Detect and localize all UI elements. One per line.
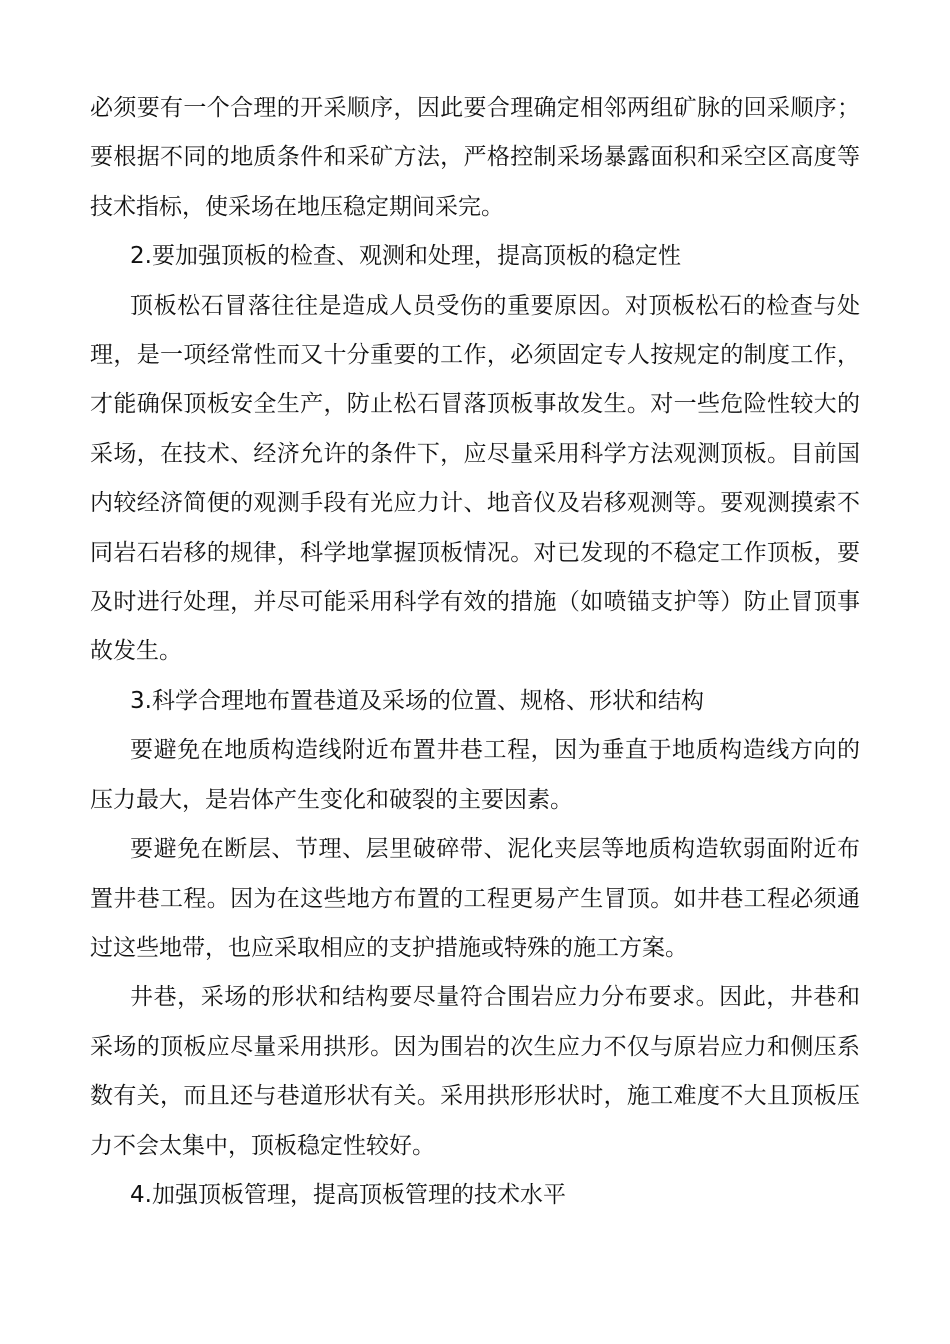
paragraph-continuation: 必须要有一个合理的开采顺序，因此要合理确定相邻两组矿脉的回采顺序；要根据不同的地质条件和采矿方法，严格控制采场暴露面积和采空区高度等技术指标，使采场在地压稳定期间采完。 <box>90 95 860 220</box>
paragraph-weak-planes: 要避免在断层、节理、层里破碎带、泥化夹层等地质构造软弱面附近布置井巷工程。因为在这些地方布置的工程更易产生冒顶。如井巷工程必须通过这些地带，也应采取相应的支护措施或特殊的施工方案。 <box>90 836 860 961</box>
paragraph-structure-lines: 要避免在地质构造线附近布置井巷工程，因为垂直于地质构造线方向的压力最大，是岩体产生变化和破裂的主要因素。 <box>90 737 860 813</box>
body-text <box>90 84 860 1220</box>
paragraph-roof-inspection: 顶板松石冒落往往是造成人员受伤的重要原因。对顶板松石的检查与处理，是一项经常性而又十分重要的工作，必须固定专人按规定的制度工作，才能确保顶板安全生产，防止松石冒落顶板事故发生。对一些危险性较大的采场，在技术、经济允许的条件下，应尽量采用科学方法观测顶板。目前国内较经济简便的观测手段有光应力计、地音仪及岩移观测等。要观测摸索不同岩石岩移的规律，科学地掌握顶板情况。对已发现的不稳定工作顶板，要及时进行处理，并尽可能采用科学有效的措施（如喷锚支护等）防止冒顶事故发生。 <box>90 292 860 665</box>
section-heading-3: 3.科学合理地布置巷道及采场的位置、规格、形状和结构 <box>130 687 704 714</box>
section-heading-2: 2.要加强顶板的检查、观测和处理，提高顶板的稳定性 <box>130 243 681 270</box>
paragraph-arch-shape: 井巷，采场的形状和结构要尽量符合围岩应力分布要求。因此，井巷和采场的顶板应尽量采用拱形。因为围岩的次生应力不仅与原岩应力和侧压系数有关，而且还与巷道形状有关。采用拱形形状时，施工难度不大且顶板压力不会太集中，顶板稳定性较好。 <box>90 984 860 1159</box>
section-heading-4: 4.加强顶板管理，提高顶板管理的技术水平 <box>130 1181 566 1208</box>
